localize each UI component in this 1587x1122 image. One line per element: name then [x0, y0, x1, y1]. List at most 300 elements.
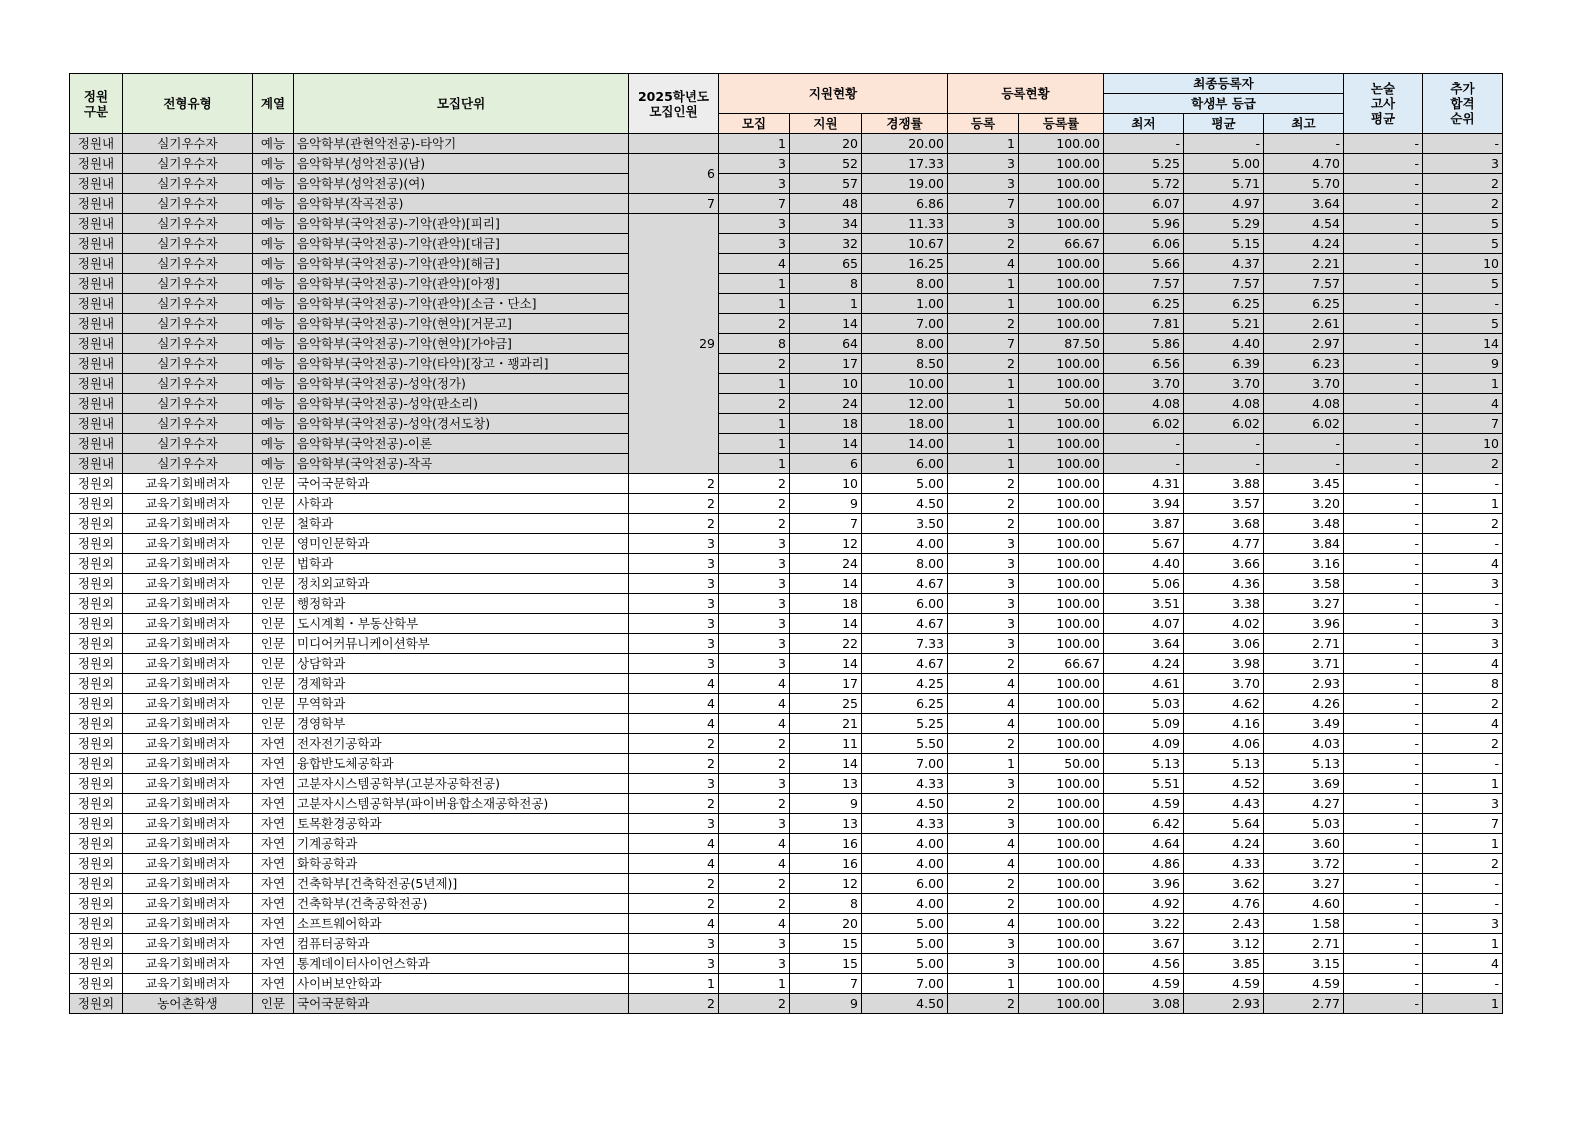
reg-cell: 1	[948, 274, 1019, 294]
quota-2025-cell: 4	[629, 674, 719, 694]
essay-avg-cell: -	[1344, 294, 1423, 314]
quota-type-cell: 정원외	[70, 494, 123, 514]
field-cell: 자연	[253, 894, 294, 914]
reg-cell: 1	[948, 134, 1019, 154]
table-row	[70, 354, 1503, 374]
reg-rate-cell: 100.00	[1019, 734, 1104, 754]
unit-cell: 정치외교학과	[294, 574, 629, 594]
field-cell: 예능	[253, 354, 294, 374]
field-cell: 인문	[253, 514, 294, 534]
grade-max-cell: 4.59	[1264, 974, 1344, 994]
grade-max-cell: 7.57	[1264, 274, 1344, 294]
apply-cell: 7	[790, 514, 862, 534]
unit-cell: 음악학부(국악전공)-기악(현악)[가야금]	[294, 334, 629, 354]
header-quota-2025: 2025학년도 모집인원	[629, 74, 719, 134]
essay-avg-cell: -	[1344, 174, 1423, 194]
grade-max-cell: 6.25	[1264, 294, 1344, 314]
quota-type-cell: 정원내	[70, 134, 123, 154]
ratio-cell: 7.00	[862, 314, 948, 334]
reg-cell: 1	[948, 374, 1019, 394]
quota-type-cell: 정원외	[70, 934, 123, 954]
grade-avg-cell: 6.39	[1184, 354, 1264, 374]
field-cell: 자연	[253, 754, 294, 774]
quota-type-cell: 정원외	[70, 714, 123, 734]
reg-rate-cell: 66.67	[1019, 654, 1104, 674]
ratio-cell: 4.00	[862, 854, 948, 874]
quota-type-cell: 정원외	[70, 854, 123, 874]
grade-min-cell: 3.08	[1104, 994, 1184, 1014]
reg-cell: 2	[948, 474, 1019, 494]
extra-rank-cell: 2	[1423, 694, 1503, 714]
recruit-cell: 3	[719, 814, 790, 834]
grade-min-cell: 3.22	[1104, 914, 1184, 934]
grade-min-cell: 3.64	[1104, 634, 1184, 654]
table-row	[70, 854, 1503, 874]
apply-cell: 14	[790, 614, 862, 634]
grade-min-cell: 5.06	[1104, 574, 1184, 594]
recruit-cell: 3	[719, 954, 790, 974]
ratio-cell: 5.00	[862, 934, 948, 954]
apply-cell: 16	[790, 834, 862, 854]
reg-rate-cell: 100.00	[1019, 254, 1104, 274]
reg-cell: 3	[948, 954, 1019, 974]
grade-max-cell: 4.70	[1264, 154, 1344, 174]
grade-max-cell: 1.58	[1264, 914, 1344, 934]
extra-rank-cell: 3	[1423, 914, 1503, 934]
grade-avg-cell: 4.06	[1184, 734, 1264, 754]
unit-cell: 철학과	[294, 514, 629, 534]
essay-avg-cell: -	[1344, 554, 1423, 574]
quota-2025-cell: 3	[629, 814, 719, 834]
ratio-cell: 7.00	[862, 754, 948, 774]
apply-cell: 65	[790, 254, 862, 274]
grade-avg-cell: 2.43	[1184, 914, 1264, 934]
quota-type-cell: 정원외	[70, 534, 123, 554]
grade-avg-cell: 4.16	[1184, 714, 1264, 734]
table-row	[70, 314, 1503, 334]
grade-max-cell: 6.23	[1264, 354, 1344, 374]
field-cell: 예능	[253, 314, 294, 334]
apply-cell: 14	[790, 654, 862, 674]
reg-cell: 2	[948, 874, 1019, 894]
ratio-cell: 10.00	[862, 374, 948, 394]
quota-type-cell: 정원내	[70, 294, 123, 314]
extra-rank-cell: 8	[1423, 674, 1503, 694]
admission-type-cell: 교육기회배려자	[123, 574, 253, 594]
quota-type-cell: 정원내	[70, 154, 123, 174]
field-cell: 예능	[253, 414, 294, 434]
ratio-cell: 6.86	[862, 194, 948, 214]
quota-2025-cell: 2	[629, 754, 719, 774]
apply-cell: 14	[790, 754, 862, 774]
ratio-cell: 8.00	[862, 554, 948, 574]
apply-cell: 32	[790, 234, 862, 254]
admission-type-cell: 교육기회배려자	[123, 554, 253, 574]
recruit-cell: 2	[719, 754, 790, 774]
admission-type-cell: 실기우수자	[123, 194, 253, 214]
admission-type-cell: 실기우수자	[123, 314, 253, 334]
quota-type-cell: 정원내	[70, 374, 123, 394]
ratio-cell: 4.00	[862, 894, 948, 914]
quota-2025-cell: 3	[629, 634, 719, 654]
essay-avg-cell: -	[1344, 654, 1423, 674]
grade-min-cell: 4.61	[1104, 674, 1184, 694]
grade-avg-cell: 2.93	[1184, 994, 1264, 1014]
grade-min-cell: -	[1104, 134, 1184, 154]
ratio-cell: 16.25	[862, 254, 948, 274]
table-row	[70, 214, 1503, 234]
reg-rate-cell: 100.00	[1019, 414, 1104, 434]
ratio-cell: 3.50	[862, 514, 948, 534]
grade-max-cell: 4.24	[1264, 234, 1344, 254]
reg-rate-cell: 100.00	[1019, 954, 1104, 974]
table-row	[70, 734, 1503, 754]
grade-avg-cell: 4.62	[1184, 694, 1264, 714]
table-row	[70, 974, 1503, 994]
ratio-cell: 6.00	[862, 874, 948, 894]
grade-max-cell: 2.77	[1264, 994, 1344, 1014]
table-row	[70, 814, 1503, 834]
admission-type-cell: 교육기회배려자	[123, 774, 253, 794]
recruit-cell: 4	[719, 914, 790, 934]
grade-max-cell: 3.71	[1264, 654, 1344, 674]
field-cell: 자연	[253, 794, 294, 814]
extra-rank-cell: 7	[1423, 414, 1503, 434]
field-cell: 예능	[253, 234, 294, 254]
essay-avg-cell: -	[1344, 634, 1423, 654]
grade-avg-cell: 3.68	[1184, 514, 1264, 534]
header-recruit: 모집	[719, 114, 790, 134]
quota-type-cell: 정원내	[70, 434, 123, 454]
ratio-cell: 1.00	[862, 294, 948, 314]
recruit-cell: 1	[719, 434, 790, 454]
grade-min-cell: 4.92	[1104, 894, 1184, 914]
ratio-cell: 4.50	[862, 494, 948, 514]
recruit-cell: 3	[719, 554, 790, 574]
extra-rank-cell: 2	[1423, 854, 1503, 874]
reg-cell: 3	[948, 594, 1019, 614]
reg-cell: 1	[948, 294, 1019, 314]
unit-cell: 영미인문학과	[294, 534, 629, 554]
recruit-cell: 3	[719, 534, 790, 554]
admission-type-cell: 교육기회배려자	[123, 754, 253, 774]
reg-rate-cell: 66.67	[1019, 234, 1104, 254]
extra-rank-cell: 4	[1423, 654, 1503, 674]
quota-type-cell: 정원내	[70, 334, 123, 354]
reg-rate-cell: 100.00	[1019, 154, 1104, 174]
field-cell: 자연	[253, 734, 294, 754]
extra-rank-cell: 1	[1423, 774, 1503, 794]
grade-max-cell: 3.60	[1264, 834, 1344, 854]
grade-avg-cell: 4.52	[1184, 774, 1264, 794]
essay-avg-cell: -	[1344, 954, 1423, 974]
quota-type-cell: 정원내	[70, 214, 123, 234]
extra-rank-cell: 10	[1423, 254, 1503, 274]
field-cell: 예능	[253, 254, 294, 274]
recruit-cell: 2	[719, 394, 790, 414]
unit-cell: 컴퓨터공학과	[294, 934, 629, 954]
reg-cell: 1	[948, 974, 1019, 994]
grade-avg-cell: 5.15	[1184, 234, 1264, 254]
ratio-cell: 5.25	[862, 714, 948, 734]
reg-rate-cell: 100.00	[1019, 474, 1104, 494]
grade-max-cell: 4.26	[1264, 694, 1344, 714]
admission-type-cell: 교육기회배려자	[123, 894, 253, 914]
ratio-cell: 6.00	[862, 454, 948, 474]
apply-cell: 34	[790, 214, 862, 234]
unit-cell: 음악학부(국악전공)-이론	[294, 434, 629, 454]
essay-avg-cell: -	[1344, 774, 1423, 794]
grade-max-cell: -	[1264, 134, 1344, 154]
reg-rate-cell: 100.00	[1019, 194, 1104, 214]
quota-2025-cell: 4	[629, 914, 719, 934]
table-row	[70, 374, 1503, 394]
grade-max-cell: 3.48	[1264, 514, 1344, 534]
header-field: 계열	[253, 74, 294, 134]
grade-avg-cell: 4.24	[1184, 834, 1264, 854]
essay-avg-cell: -	[1344, 894, 1423, 914]
grade-max-cell: 4.27	[1264, 794, 1344, 814]
essay-avg-cell: -	[1344, 474, 1423, 494]
unit-cell: 음악학부(국악전공)-기악(관악)[아쟁]	[294, 274, 629, 294]
ratio-cell: 17.33	[862, 154, 948, 174]
extra-rank-cell: 3	[1423, 634, 1503, 654]
reg-rate-cell: 100.00	[1019, 994, 1104, 1014]
quota-2025-cell: 1	[629, 974, 719, 994]
field-cell: 예능	[253, 134, 294, 154]
field-cell: 인문	[253, 614, 294, 634]
recruit-cell: 1	[719, 134, 790, 154]
grade-avg-cell: 4.97	[1184, 194, 1264, 214]
extra-rank-cell: -	[1423, 874, 1503, 894]
admission-type-cell: 실기우수자	[123, 434, 253, 454]
apply-cell: 18	[790, 594, 862, 614]
extra-rank-cell: 4	[1423, 394, 1503, 414]
extra-rank-cell: 2	[1423, 194, 1503, 214]
ratio-cell: 11.33	[862, 214, 948, 234]
reg-cell: 3	[948, 814, 1019, 834]
quota-type-cell: 정원외	[70, 574, 123, 594]
header-min: 최저	[1104, 114, 1184, 134]
field-cell: 예능	[253, 454, 294, 474]
extra-rank-cell: 5	[1423, 314, 1503, 334]
header-unit: 모집단위	[294, 74, 629, 134]
quota-type-cell: 정원외	[70, 814, 123, 834]
ratio-cell: 4.00	[862, 534, 948, 554]
essay-avg-cell: -	[1344, 874, 1423, 894]
quota-2025-cell: 2	[629, 474, 719, 494]
extra-rank-cell: 3	[1423, 794, 1503, 814]
extra-rank-cell: -	[1423, 974, 1503, 994]
ratio-cell: 6.25	[862, 694, 948, 714]
table-row	[70, 574, 1503, 594]
field-cell: 인문	[253, 554, 294, 574]
quota-type-cell: 정원외	[70, 734, 123, 754]
grade-avg-cell: 5.21	[1184, 314, 1264, 334]
apply-cell: 16	[790, 854, 862, 874]
reg-rate-cell: 100.00	[1019, 854, 1104, 874]
grade-max-cell: 2.71	[1264, 634, 1344, 654]
field-cell: 인문	[253, 534, 294, 554]
apply-cell: 12	[790, 534, 862, 554]
admission-type-cell: 교육기회배려자	[123, 474, 253, 494]
admission-type-cell: 교육기회배려자	[123, 634, 253, 654]
apply-cell: 25	[790, 694, 862, 714]
reg-cell: 3	[948, 174, 1019, 194]
grade-avg-cell: 3.66	[1184, 554, 1264, 574]
quota-type-cell: 정원외	[70, 474, 123, 494]
apply-cell: 10	[790, 374, 862, 394]
apply-cell: 14	[790, 434, 862, 454]
grade-avg-cell: 6.02	[1184, 414, 1264, 434]
grade-min-cell: 6.25	[1104, 294, 1184, 314]
table-row	[70, 174, 1503, 194]
grade-avg-cell: 3.70	[1184, 674, 1264, 694]
quota-type-cell: 정원외	[70, 554, 123, 574]
ratio-cell: 7.00	[862, 974, 948, 994]
table-row	[70, 674, 1503, 694]
unit-cell: 사학과	[294, 494, 629, 514]
quota-2025-cell: 2	[629, 994, 719, 1014]
field-cell: 인문	[253, 714, 294, 734]
quota-2025-cell: 3	[629, 934, 719, 954]
essay-avg-cell: -	[1344, 194, 1423, 214]
grade-min-cell: 3.70	[1104, 374, 1184, 394]
reg-cell: 1	[948, 394, 1019, 414]
apply-cell: 21	[790, 714, 862, 734]
admission-type-cell: 교육기회배려자	[123, 794, 253, 814]
reg-cell: 1	[948, 754, 1019, 774]
field-cell: 예능	[253, 294, 294, 314]
grade-max-cell: 6.02	[1264, 414, 1344, 434]
reg-rate-cell: 100.00	[1019, 974, 1104, 994]
unit-cell: 건축학부[건축학전공(5년제)]	[294, 874, 629, 894]
grade-avg-cell: 3.06	[1184, 634, 1264, 654]
table-row	[70, 774, 1503, 794]
table-row	[70, 134, 1503, 154]
unit-cell: 음악학부(국악전공)-성악(판소리)	[294, 394, 629, 414]
extra-rank-cell: -	[1423, 534, 1503, 554]
essay-avg-cell: -	[1344, 434, 1423, 454]
reg-rate-cell: 100.00	[1019, 574, 1104, 594]
quota-2025-cell: 3	[629, 954, 719, 974]
quota-type-cell: 정원내	[70, 354, 123, 374]
header-max: 최고	[1264, 114, 1344, 134]
essay-avg-cell: -	[1344, 714, 1423, 734]
table-row	[70, 954, 1503, 974]
grade-min-cell: 5.72	[1104, 174, 1184, 194]
grade-avg-cell: -	[1184, 134, 1264, 154]
unit-cell: 사이버보안학과	[294, 974, 629, 994]
reg-cell: 2	[948, 354, 1019, 374]
table-row	[70, 654, 1503, 674]
recruit-cell: 7	[719, 194, 790, 214]
essay-avg-cell: -	[1344, 754, 1423, 774]
ratio-cell: 12.00	[862, 394, 948, 414]
recruit-cell: 3	[719, 634, 790, 654]
ratio-cell: 8.50	[862, 354, 948, 374]
recruit-cell: 2	[719, 874, 790, 894]
unit-cell: 음악학부(국악전공)-기악(타악)[장고・꽹과리]	[294, 354, 629, 374]
admission-type-cell: 교육기회배려자	[123, 814, 253, 834]
reg-cell: 2	[948, 734, 1019, 754]
ratio-cell: 8.00	[862, 274, 948, 294]
grade-avg-cell: 4.37	[1184, 254, 1264, 274]
unit-cell: 상담학과	[294, 654, 629, 674]
essay-avg-cell: -	[1344, 154, 1423, 174]
field-cell: 자연	[253, 834, 294, 854]
quota-type-cell: 정원외	[70, 794, 123, 814]
admission-type-cell: 교육기회배려자	[123, 914, 253, 934]
grade-max-cell: 3.27	[1264, 594, 1344, 614]
table-row	[70, 234, 1503, 254]
grade-min-cell: -	[1104, 454, 1184, 474]
essay-avg-cell: -	[1344, 674, 1423, 694]
grade-avg-cell: 5.13	[1184, 754, 1264, 774]
grade-max-cell: 3.20	[1264, 494, 1344, 514]
reg-cell: 2	[948, 514, 1019, 534]
ratio-cell: 20.00	[862, 134, 948, 154]
grade-avg-cell: 6.25	[1184, 294, 1264, 314]
recruit-cell: 2	[719, 794, 790, 814]
essay-avg-cell: -	[1344, 134, 1423, 154]
grade-avg-cell: -	[1184, 434, 1264, 454]
table-row	[70, 414, 1503, 434]
unit-cell: 도시계획・부동산학부	[294, 614, 629, 634]
essay-avg-cell: -	[1344, 254, 1423, 274]
header-final-registrants: 최종등록자	[1104, 74, 1344, 94]
quota-2025-cell: 3	[629, 554, 719, 574]
grade-max-cell: 3.84	[1264, 534, 1344, 554]
grade-min-cell: 4.59	[1104, 974, 1184, 994]
reg-cell: 2	[948, 894, 1019, 914]
table-row	[70, 534, 1503, 554]
extra-rank-cell: 3	[1423, 574, 1503, 594]
quota-2025-cell: 4	[629, 714, 719, 734]
table-row	[70, 454, 1503, 474]
grade-min-cell: 5.13	[1104, 754, 1184, 774]
reg-cell: 4	[948, 854, 1019, 874]
table-row	[70, 914, 1503, 934]
reg-cell: 4	[948, 914, 1019, 934]
table-row	[70, 754, 1503, 774]
recruit-cell: 4	[719, 674, 790, 694]
extra-rank-cell: -	[1423, 594, 1503, 614]
apply-cell: 48	[790, 194, 862, 214]
field-cell: 예능	[253, 194, 294, 214]
reg-rate-cell: 87.50	[1019, 334, 1104, 354]
recruit-cell: 3	[719, 574, 790, 594]
field-cell: 예능	[253, 174, 294, 194]
admission-type-cell: 교육기회배려자	[123, 654, 253, 674]
admission-type-cell: 교육기회배려자	[123, 734, 253, 754]
quota-type-cell: 정원외	[70, 974, 123, 994]
field-cell: 인문	[253, 994, 294, 1014]
grade-max-cell: -	[1264, 454, 1344, 474]
grade-min-cell: 3.67	[1104, 934, 1184, 954]
quota-type-cell: 정원외	[70, 694, 123, 714]
grade-min-cell: 5.03	[1104, 694, 1184, 714]
grade-min-cell: 6.56	[1104, 354, 1184, 374]
grade-max-cell: 5.13	[1264, 754, 1344, 774]
apply-cell: 57	[790, 174, 862, 194]
quota-2025-cell: 3	[629, 614, 719, 634]
apply-cell: 14	[790, 574, 862, 594]
admission-type-cell: 교육기회배려자	[123, 614, 253, 634]
unit-cell: 국어국문학과	[294, 474, 629, 494]
grade-avg-cell: 3.12	[1184, 934, 1264, 954]
field-cell: 인문	[253, 494, 294, 514]
